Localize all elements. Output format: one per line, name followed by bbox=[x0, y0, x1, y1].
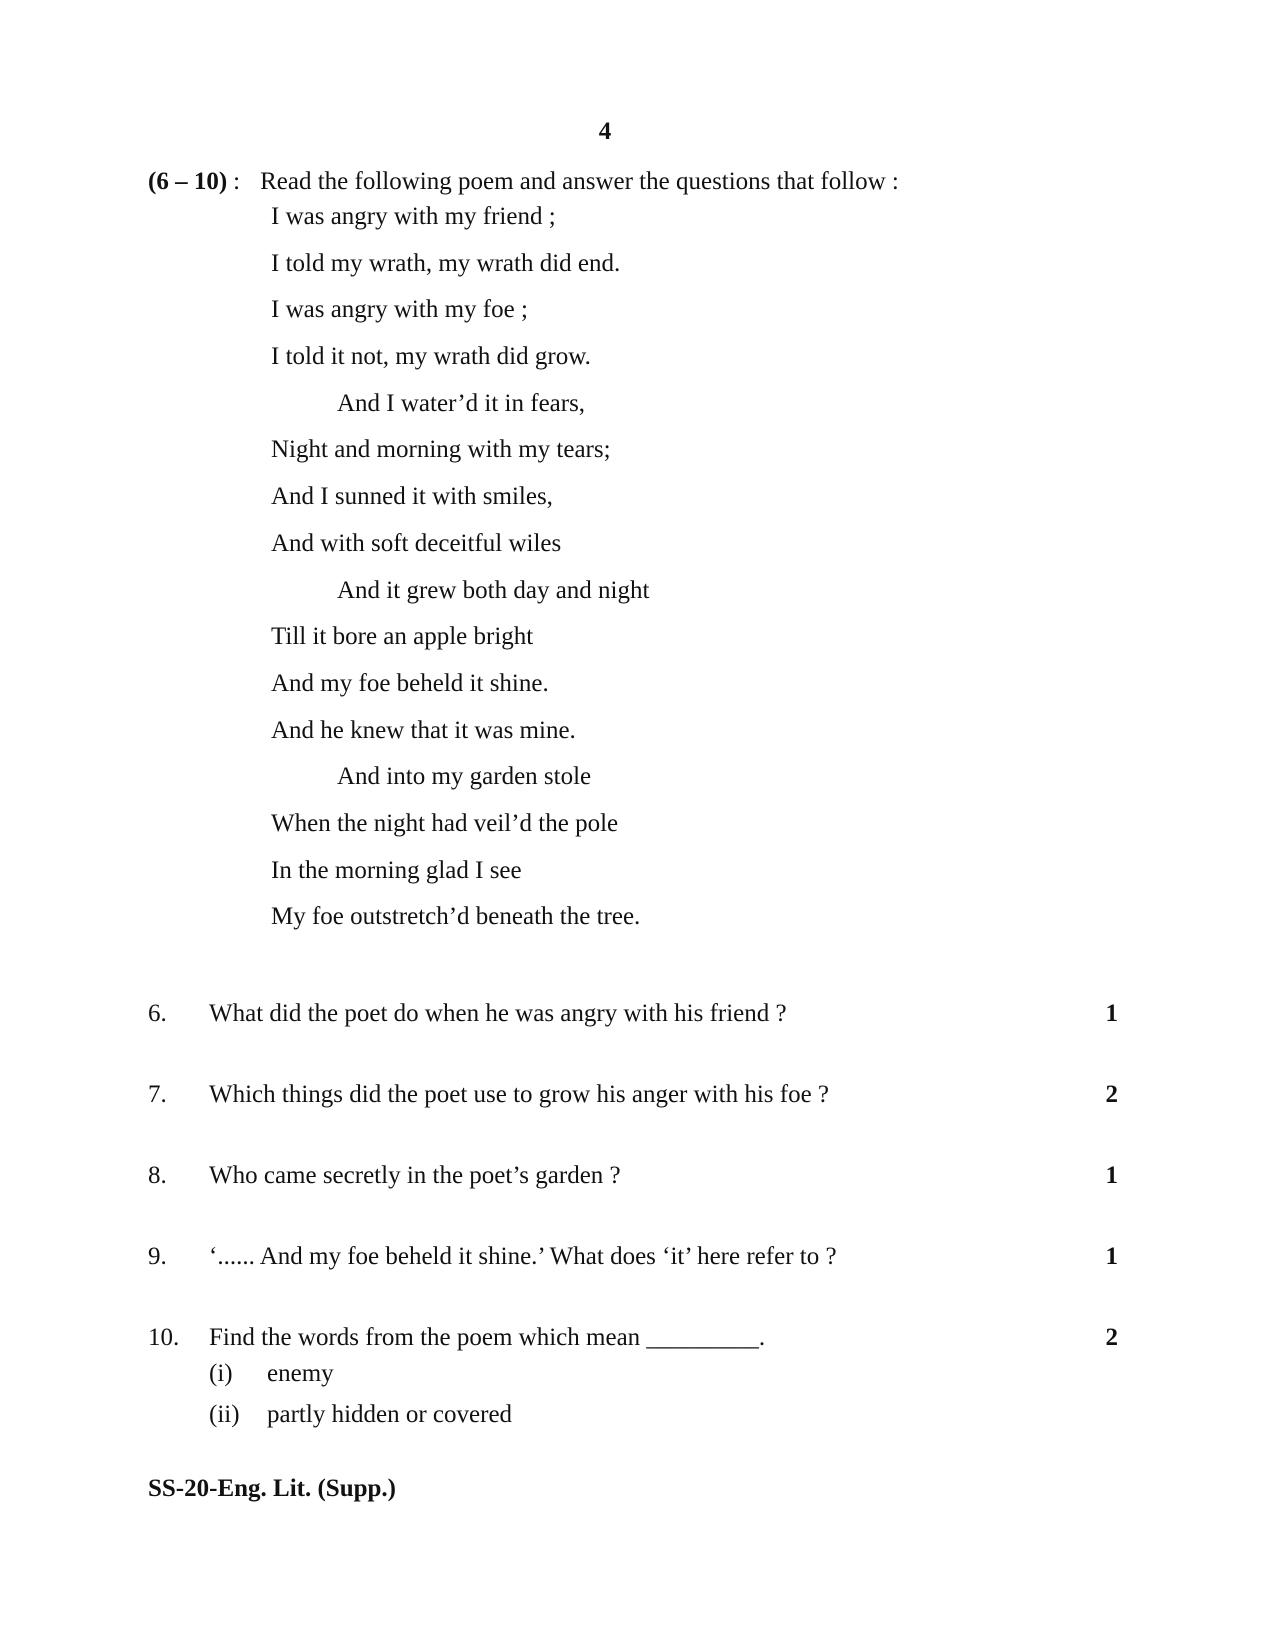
question-6 bbox=[148, 1000, 1118, 1081]
poem-line: I told it not, my wrath did grow. bbox=[271, 343, 591, 371]
question-9 bbox=[148, 1243, 1118, 1324]
question-list bbox=[148, 1000, 1118, 1428]
poem bbox=[271, 202, 649, 949]
question-marks: 1 bbox=[1105, 1000, 1118, 1027]
poem-line: Night and morning with my tears; bbox=[271, 436, 611, 464]
poem-line: And I sunned it with smiles, bbox=[271, 483, 553, 511]
page-number: 4 bbox=[598, 118, 612, 145]
question-number: 7. bbox=[148, 1081, 167, 1108]
question-range: (6 – 10) bbox=[148, 168, 228, 195]
poem-line: And my foe beheld it shine. bbox=[271, 669, 549, 697]
section-instruction bbox=[148, 168, 899, 196]
question-7 bbox=[148, 1081, 1118, 1162]
question-text: Who came secretly in the poet’s garden ? bbox=[209, 1162, 621, 1189]
question-number: 6. bbox=[148, 1000, 167, 1027]
question-number: 10. bbox=[148, 1324, 180, 1351]
question-marks: 2 bbox=[1105, 1324, 1118, 1351]
sub-item-text: partly hidden or covered bbox=[267, 1401, 513, 1428]
paper-code: SS-20-Eng. Lit. (Supp.) bbox=[148, 1475, 396, 1502]
question-number: 8. bbox=[148, 1162, 167, 1189]
sub-item-text: enemy bbox=[267, 1360, 334, 1387]
question-text: ‘...... And my foe beheld it shine.’ What does ‘it’ here refer to ? bbox=[209, 1243, 837, 1270]
poem-line: And I water’d it in fears, bbox=[337, 389, 586, 417]
poem-line: And with soft deceitful wiles bbox=[271, 529, 562, 557]
question-text: Which things did the poet use to grow his anger with his foe ? bbox=[209, 1081, 830, 1108]
question-8 bbox=[148, 1162, 1118, 1243]
question-marks: 1 bbox=[1105, 1162, 1118, 1189]
poem-line: And into my garden stole bbox=[337, 763, 592, 791]
question-10 bbox=[148, 1324, 1118, 1428]
question-marks: 2 bbox=[1105, 1081, 1118, 1108]
poem-line: In the morning glad I see bbox=[271, 856, 522, 884]
question-marks: 1 bbox=[1105, 1243, 1118, 1270]
poem-line: When the night had veil’d the pole bbox=[271, 809, 619, 837]
question-text: What did the poet do when he was angry with his friend ? bbox=[209, 1000, 787, 1027]
sub-item-list bbox=[209, 1360, 512, 1442]
poem-line: And he knew that it was mine. bbox=[271, 716, 576, 744]
sub-item bbox=[209, 1360, 512, 1401]
instruction-colon: : bbox=[233, 168, 241, 195]
sub-item bbox=[209, 1401, 512, 1442]
poem-line: My foe outstretch’d beneath the tree. bbox=[271, 903, 641, 931]
sub-item-number: (ii) bbox=[209, 1401, 240, 1428]
poem-line: And it grew both day and night bbox=[337, 576, 650, 604]
poem-line: I told my wrath, my wrath did end. bbox=[271, 249, 621, 277]
sub-item-number: (i) bbox=[209, 1360, 233, 1387]
question-text: Find the words from the poem which mean _________. bbox=[209, 1324, 766, 1351]
poem-line: I was angry with my foe ; bbox=[271, 296, 528, 324]
poem-line: I was angry with my friend ; bbox=[271, 203, 556, 230]
instruction-text: Read the following poem and answer the questions that follow : bbox=[260, 168, 899, 195]
question-number: 9. bbox=[148, 1243, 167, 1270]
poem-line: Till it bore an apple bright bbox=[271, 623, 534, 651]
